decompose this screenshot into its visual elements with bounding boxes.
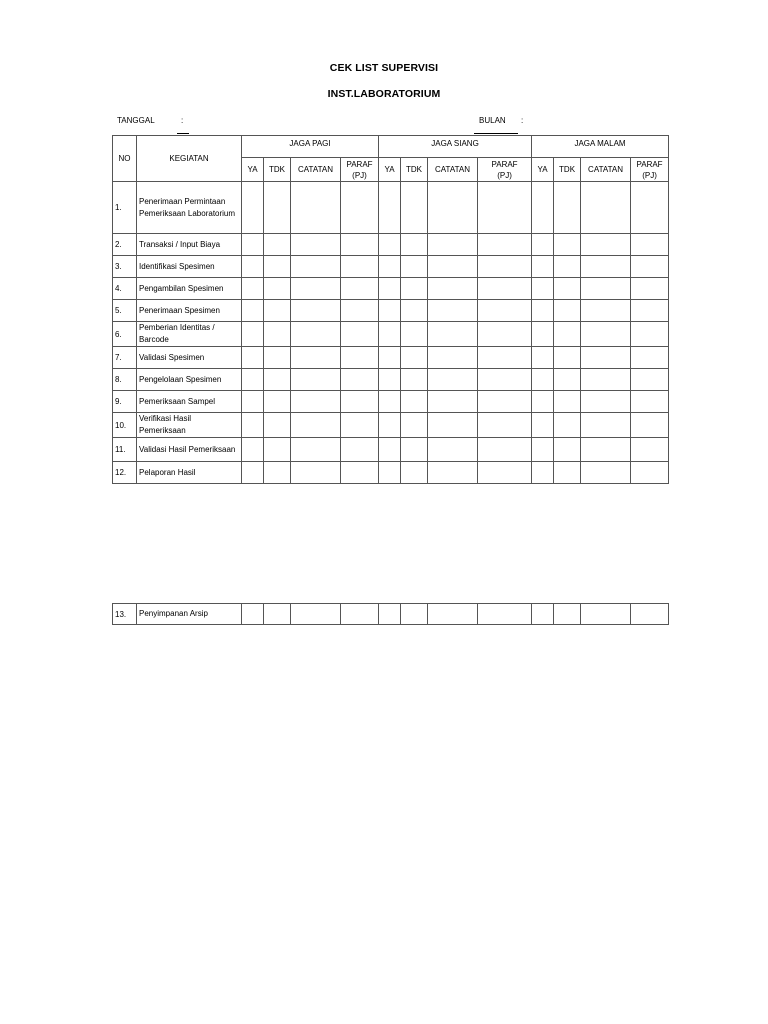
check-cell[interactable] [532,278,554,300]
check-cell[interactable] [478,300,532,322]
check-cell[interactable] [581,438,631,462]
check-cell[interactable] [379,604,401,625]
check-cell[interactable] [242,347,264,369]
header-tdk: TDK [401,158,428,182]
check-cell[interactable] [581,322,631,347]
check-cell[interactable] [291,256,341,278]
check-cell[interactable] [264,182,291,234]
header-tdk: TDK [554,158,581,182]
header-kegiatan: KEGIATAN [137,136,242,182]
check-cell[interactable] [341,256,379,278]
check-cell[interactable] [379,182,401,234]
check-cell[interactable] [242,462,264,484]
header-jaga-siang: JAGA SIANG [379,136,532,158]
check-cell[interactable] [291,391,341,413]
check-cell[interactable] [264,391,291,413]
tanggal-label: TANGGAL [117,116,155,125]
table-row [113,322,669,347]
header-ya: YA [379,158,401,182]
row-kegiatan: Identifikasi Spesimen [137,256,242,278]
check-cell[interactable] [341,604,379,625]
check-cell[interactable] [532,604,554,625]
checklist-table [112,135,669,484]
check-cell[interactable] [554,300,581,322]
tanggal-underline [177,133,189,134]
check-cell[interactable] [581,413,631,438]
check-cell[interactable] [242,182,264,234]
check-cell[interactable] [478,256,532,278]
check-cell[interactable] [341,391,379,413]
row-number: 1. [113,182,137,234]
check-cell[interactable] [379,369,401,391]
table-row [113,182,669,234]
check-cell[interactable] [428,391,478,413]
table-row [113,347,669,369]
check-cell[interactable] [428,438,478,462]
check-cell[interactable] [379,256,401,278]
check-cell[interactable] [242,322,264,347]
check-cell[interactable] [242,391,264,413]
table-row [113,300,669,322]
pj-label: (PJ) [497,170,512,180]
check-cell[interactable] [532,322,554,347]
header-paraf [341,158,379,182]
check-cell[interactable] [554,234,581,256]
check-cell[interactable] [428,234,478,256]
table-row [113,234,669,256]
check-cell[interactable] [379,322,401,347]
check-cell[interactable] [341,347,379,369]
check-cell[interactable] [264,347,291,369]
check-cell[interactable] [401,300,428,322]
check-cell[interactable] [631,300,669,322]
check-cell[interactable] [581,347,631,369]
header-jaga-pagi: JAGA PAGI [242,136,379,158]
check-cell[interactable] [291,604,341,625]
check-cell[interactable] [379,391,401,413]
check-cell[interactable] [478,413,532,438]
check-cell[interactable] [264,278,291,300]
header-catatan: CATATAN [428,158,478,182]
header-tdk: TDK [264,158,291,182]
row-kegiatan: Pengambilan Spesimen [137,278,242,300]
check-cell[interactable] [264,322,291,347]
check-cell[interactable] [291,300,341,322]
check-cell[interactable] [478,322,532,347]
check-cell[interactable] [478,391,532,413]
check-cell[interactable] [291,347,341,369]
check-cell[interactable] [478,438,532,462]
check-cell[interactable] [379,413,401,438]
check-cell[interactable] [264,300,291,322]
row-kegiatan: Pemeriksaan Sampel [137,391,242,413]
check-cell[interactable] [532,300,554,322]
check-cell[interactable] [554,604,581,625]
check-cell[interactable] [242,256,264,278]
check-cell[interactable] [554,462,581,484]
document-title: CEK LIST SUPERVISI [329,62,439,74]
check-cell[interactable] [428,369,478,391]
check-cell[interactable] [341,413,379,438]
check-cell[interactable] [581,391,631,413]
check-cell[interactable] [242,278,264,300]
row-number: 2. [113,234,137,256]
row-kegiatan: Penerimaan Permintaan Pemeriksaan Laboratorium [137,182,242,234]
check-cell[interactable] [581,256,631,278]
header-ya: YA [242,158,264,182]
row-kegiatan: Pemberian Identitas / Barcode [137,322,242,347]
row-kegiatan: Pelaporan Hasil [137,462,242,484]
header-catatan: CATATAN [581,158,631,182]
check-cell[interactable] [242,438,264,462]
row-number: 7. [113,347,137,369]
paraf-label: PARAF [346,159,373,169]
check-cell[interactable] [631,256,669,278]
check-cell[interactable] [532,182,554,234]
check-cell[interactable] [341,462,379,484]
table-row [113,604,669,625]
check-cell[interactable] [291,322,341,347]
paraf-label: PARAF [636,159,663,169]
check-cell[interactable] [341,234,379,256]
checklist-table-continued [112,603,669,625]
check-cell[interactable] [581,300,631,322]
header-ya: YA [532,158,554,182]
row-kegiatan: Penyimpanan Arsip [137,604,242,625]
check-cell[interactable] [401,369,428,391]
check-cell[interactable] [401,256,428,278]
check-cell[interactable] [631,462,669,484]
check-cell[interactable] [631,278,669,300]
table-row [113,391,669,413]
check-cell[interactable] [532,413,554,438]
row-kegiatan: Verifikasi Hasil Pemeriksaan [137,413,242,438]
check-cell[interactable] [428,462,478,484]
check-cell[interactable] [581,604,631,625]
check-cell[interactable] [264,256,291,278]
check-cell[interactable] [631,604,669,625]
check-cell[interactable] [478,182,532,234]
check-cell[interactable] [379,234,401,256]
check-cell[interactable] [532,369,554,391]
bulan-colon: : [521,116,524,125]
bulan-label: BULAN [479,116,506,125]
check-cell[interactable] [242,413,264,438]
check-cell[interactable] [554,438,581,462]
row-number: 8. [113,369,137,391]
header-jaga-malam: JAGA MALAM [532,136,669,158]
check-cell[interactable] [532,438,554,462]
check-cell[interactable] [341,438,379,462]
check-cell[interactable] [581,278,631,300]
check-cell[interactable] [554,391,581,413]
row-kegiatan: Penerimaan Spesimen [137,300,242,322]
check-cell[interactable] [631,438,669,462]
check-cell[interactable] [532,347,554,369]
row-kegiatan: Validasi Spesimen [137,347,242,369]
check-cell[interactable] [291,413,341,438]
header-paraf [478,158,532,182]
check-cell[interactable] [341,182,379,234]
check-cell[interactable] [341,300,379,322]
row-kegiatan: Validasi Hasil Pemeriksaan [137,438,242,462]
check-cell[interactable] [532,462,554,484]
check-cell[interactable] [264,462,291,484]
row-number: 4. [113,278,137,300]
paraf-label: PARAF [491,159,518,169]
check-cell[interactable] [428,322,478,347]
check-cell[interactable] [554,278,581,300]
check-cell[interactable] [631,391,669,413]
check-cell[interactable] [379,300,401,322]
check-cell[interactable] [291,234,341,256]
bulan-underline [474,133,518,134]
check-cell[interactable] [264,369,291,391]
check-cell[interactable] [478,604,532,625]
check-cell[interactable] [478,347,532,369]
check-cell[interactable] [379,278,401,300]
check-cell[interactable] [264,413,291,438]
check-cell[interactable] [242,604,264,625]
row-number: 5. [113,300,137,322]
check-cell[interactable] [401,462,428,484]
check-cell[interactable] [401,391,428,413]
check-cell[interactable] [291,182,341,234]
row-kegiatan: Transaksi / Input Biaya [137,234,242,256]
header-paraf [631,158,669,182]
table-row [113,369,669,391]
pj-label: (PJ) [352,170,367,180]
header-no: NO [113,136,137,182]
check-cell[interactable] [428,182,478,234]
check-cell[interactable] [401,278,428,300]
table-row [113,462,669,484]
check-cell[interactable] [532,256,554,278]
check-cell[interactable] [401,413,428,438]
pj-label: (PJ) [642,170,657,180]
check-cell[interactable] [428,278,478,300]
check-cell[interactable] [401,604,428,625]
check-cell[interactable] [478,278,532,300]
check-cell[interactable] [428,347,478,369]
check-cell[interactable] [379,347,401,369]
check-cell[interactable] [428,300,478,322]
table-row [113,256,669,278]
check-cell[interactable] [554,413,581,438]
check-cell[interactable] [428,256,478,278]
document-subtitle: INST.LABORATORIUM [327,88,441,100]
check-cell[interactable] [341,322,379,347]
row-number: 11. [113,438,137,462]
row-number: 6. [113,322,137,347]
check-cell[interactable] [291,462,341,484]
check-cell[interactable] [631,369,669,391]
check-cell[interactable] [291,278,341,300]
row-number: 9. [113,391,137,413]
check-cell[interactable] [581,462,631,484]
row-number: 12. [113,462,137,484]
check-cell[interactable] [401,347,428,369]
check-cell[interactable] [554,347,581,369]
check-cell[interactable] [631,413,669,438]
check-cell[interactable] [581,369,631,391]
table-row [113,438,669,462]
check-cell[interactable] [581,234,631,256]
check-cell[interactable] [554,256,581,278]
check-cell[interactable] [341,278,379,300]
check-cell[interactable] [242,234,264,256]
check-cell[interactable] [478,462,532,484]
tanggal-colon: : [181,116,184,125]
check-cell[interactable] [401,234,428,256]
check-cell[interactable] [379,462,401,484]
check-cell[interactable] [478,369,532,391]
check-cell[interactable] [401,438,428,462]
row-number: 10. [113,413,137,438]
check-cell[interactable] [532,234,554,256]
check-cell[interactable] [264,438,291,462]
check-cell[interactable] [291,438,341,462]
check-cell[interactable] [631,322,669,347]
check-cell[interactable] [554,182,581,234]
check-cell[interactable] [581,182,631,234]
check-cell[interactable] [242,300,264,322]
check-cell[interactable] [428,604,478,625]
row-number: 13. [113,604,137,625]
header-catatan: CATATAN [291,158,341,182]
check-cell[interactable] [631,234,669,256]
check-cell[interactable] [554,369,581,391]
row-kegiatan: Pengelolaan Spesimen [137,369,242,391]
check-cell[interactable] [401,322,428,347]
check-cell[interactable] [428,413,478,438]
table-row [113,278,669,300]
check-cell[interactable] [478,234,532,256]
row-number: 3. [113,256,137,278]
table-row [113,413,669,438]
check-cell[interactable] [401,182,428,234]
check-cell[interactable] [242,369,264,391]
check-cell[interactable] [631,182,669,234]
check-cell[interactable] [631,347,669,369]
check-cell[interactable] [532,391,554,413]
check-cell[interactable] [264,234,291,256]
check-cell[interactable] [291,369,341,391]
check-cell[interactable] [554,322,581,347]
check-cell[interactable] [379,438,401,462]
check-cell[interactable] [341,369,379,391]
check-cell[interactable] [264,604,291,625]
